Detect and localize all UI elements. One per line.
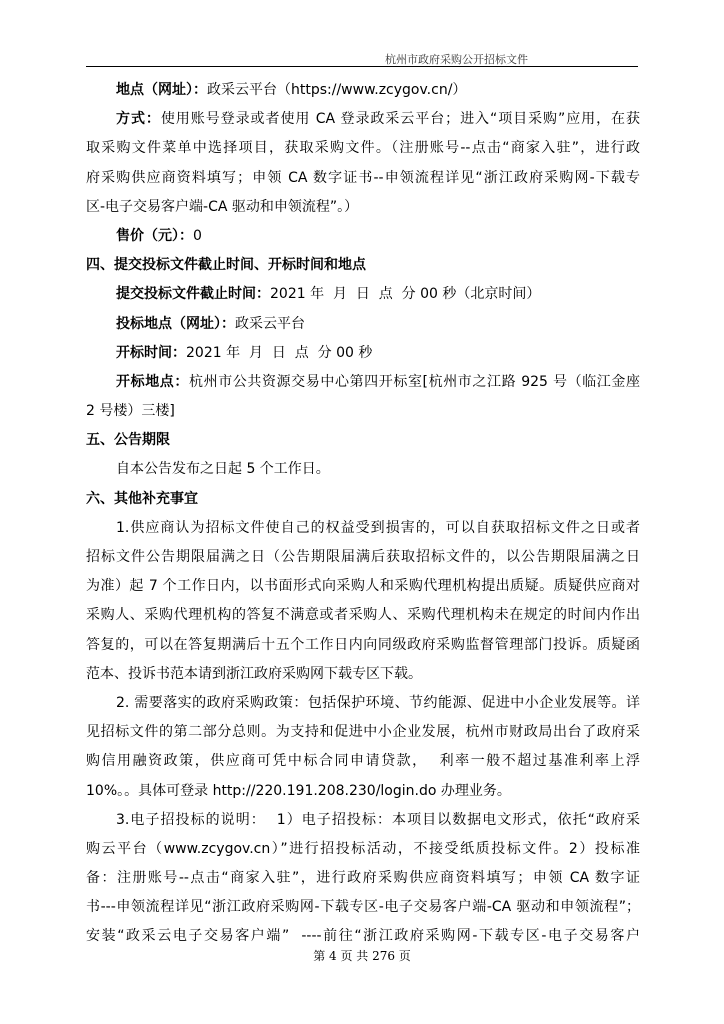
open-place-label: 开标地点： xyxy=(116,373,189,390)
paragraph-line: 安装“政采云电子交易客户端” ----前往“浙江政府采购网-下载专区-电子交易客户 xyxy=(86,928,640,945)
paragraph-line: 10%。。具体可登录 http://220.191.208.230/login.do 办理业务。 xyxy=(86,782,511,799)
bid-place-value: 政采云平台 xyxy=(235,315,305,332)
section-heading xyxy=(86,251,640,280)
open-place-value: 杭州市公共资源交易中心第四开标室[杭州市之江路 925 号（临江金座 xyxy=(189,373,641,390)
address-label: 地点（网址）： xyxy=(116,82,207,98)
bid-place-line xyxy=(86,310,640,339)
deadline-line xyxy=(86,280,640,309)
paragraph-line: 范本、投诉书范本请到浙江政府采购网下载专区下载。 xyxy=(86,665,422,682)
paragraph-line: 为准）起 7 个工作日内，以书面形式向采购人和采购代理机构提出质疑。质疑供应商对 xyxy=(86,578,640,595)
header-title: 杭州市政府采购公开招标文件 xyxy=(385,53,528,66)
paragraph-line: 3.电子招投标的说明： 1）电子招投标：本项目以数据电文形式，依托“政府采 xyxy=(116,811,640,828)
open-place-text: 2 号楼）三楼] xyxy=(86,403,175,420)
paragraph-line: 2. 需要落实的政府采购政策：包括保护环境、节约能源、促进中小企业发展等。详 xyxy=(116,694,640,711)
address-value: 政采云平台（https://www.zcygov.cn/） xyxy=(207,82,467,98)
section-6-heading: 六、其他补充事宜 xyxy=(86,490,198,507)
open-time-line xyxy=(86,339,640,368)
paragraph-line: 购云平台（www.zcygov.cn）”进行招投标活动，不接受纸质投标文件。2）投标准 xyxy=(86,840,640,857)
section-4-heading: 四、提交投标文件截止时间、开标时间和地点 xyxy=(86,257,366,274)
section-heading xyxy=(86,426,640,455)
method-text: 区-电子交易客户端-CA 驱动和申领流程”。） xyxy=(86,198,359,215)
method-text: 府采购供应商资料填写；申领 CA 数字证书--申领流程详见“浙江政府采购网-下载专 xyxy=(86,169,640,186)
paragraph-line: 1.供应商认为招标文件使自己的权益受到损害的，可以自获取招标文件之日或者 xyxy=(116,519,640,536)
page-number: 第 4 页 共 276 页 xyxy=(313,949,411,963)
price-line xyxy=(86,222,640,251)
paragraph-line: 采购人、采购代理机构的答复不满意或者采购人、采购代理机构未在规定的时间内作出 xyxy=(86,607,640,624)
method-text: 取采购文件菜单中选择项目，获取采购文件。（注册账号--点击“商家入驻”，进行政 xyxy=(86,140,640,157)
method-line xyxy=(86,105,640,134)
open-time-label: 开标时间： xyxy=(116,344,186,361)
paragraph-line: 见招标文件的第二部分总则。为支持和促进中小企业发展，杭州市财政局出台了政府采 xyxy=(86,724,640,741)
paragraph-line: 备：注册账号--点击“商家入驻”，进行政府采购供应商资料填写；申领 CA 数字证 xyxy=(86,870,640,887)
price-label: 售价（元）： xyxy=(116,227,193,244)
price-value: 0 xyxy=(193,227,202,244)
paragraph-line: 招标文件公告期限届满之日（公告期限届满后获取招标文件的，以公告期限届满之日 xyxy=(86,549,640,565)
section-5-heading: 五、公告期限 xyxy=(86,432,170,449)
method-label: 方式： xyxy=(116,111,161,128)
deadline-value: 2021 年 月 日 点 分 00 秒（北京时间） xyxy=(270,286,541,303)
section-heading xyxy=(86,485,640,514)
paragraph-line: 书---申领流程详见“浙江政府采购网-下载专区-电子交易客户端-CA 驱动和申领流程”； xyxy=(86,899,640,916)
notice-period-text: 自本公告发布之日起 5 个工作日。 xyxy=(116,461,330,478)
paragraph-line: 购信用融资政策，供应商可凭中标合同申请贷款， 利率一般不超过基准利率上浮 xyxy=(86,753,640,770)
method-text: 使用账号登录或者使用 CA 登录政采云平台；进入“项目采购”应用，在获 xyxy=(160,111,641,128)
open-time-value: 2021 年 月 日 点 分 00 秒 xyxy=(186,344,373,361)
paragraph-line: 答复的，可以在答复期满后十五个工作日内向同级政府采购监督管理部门投诉。质疑函 xyxy=(86,636,640,653)
deadline-label: 提交投标文件截止时间： xyxy=(116,286,270,303)
bid-place-label: 投标地点（网址）： xyxy=(116,315,235,332)
document-body xyxy=(86,76,640,952)
page-header xyxy=(86,50,638,67)
address-line xyxy=(86,76,640,105)
open-place-line xyxy=(86,368,640,397)
